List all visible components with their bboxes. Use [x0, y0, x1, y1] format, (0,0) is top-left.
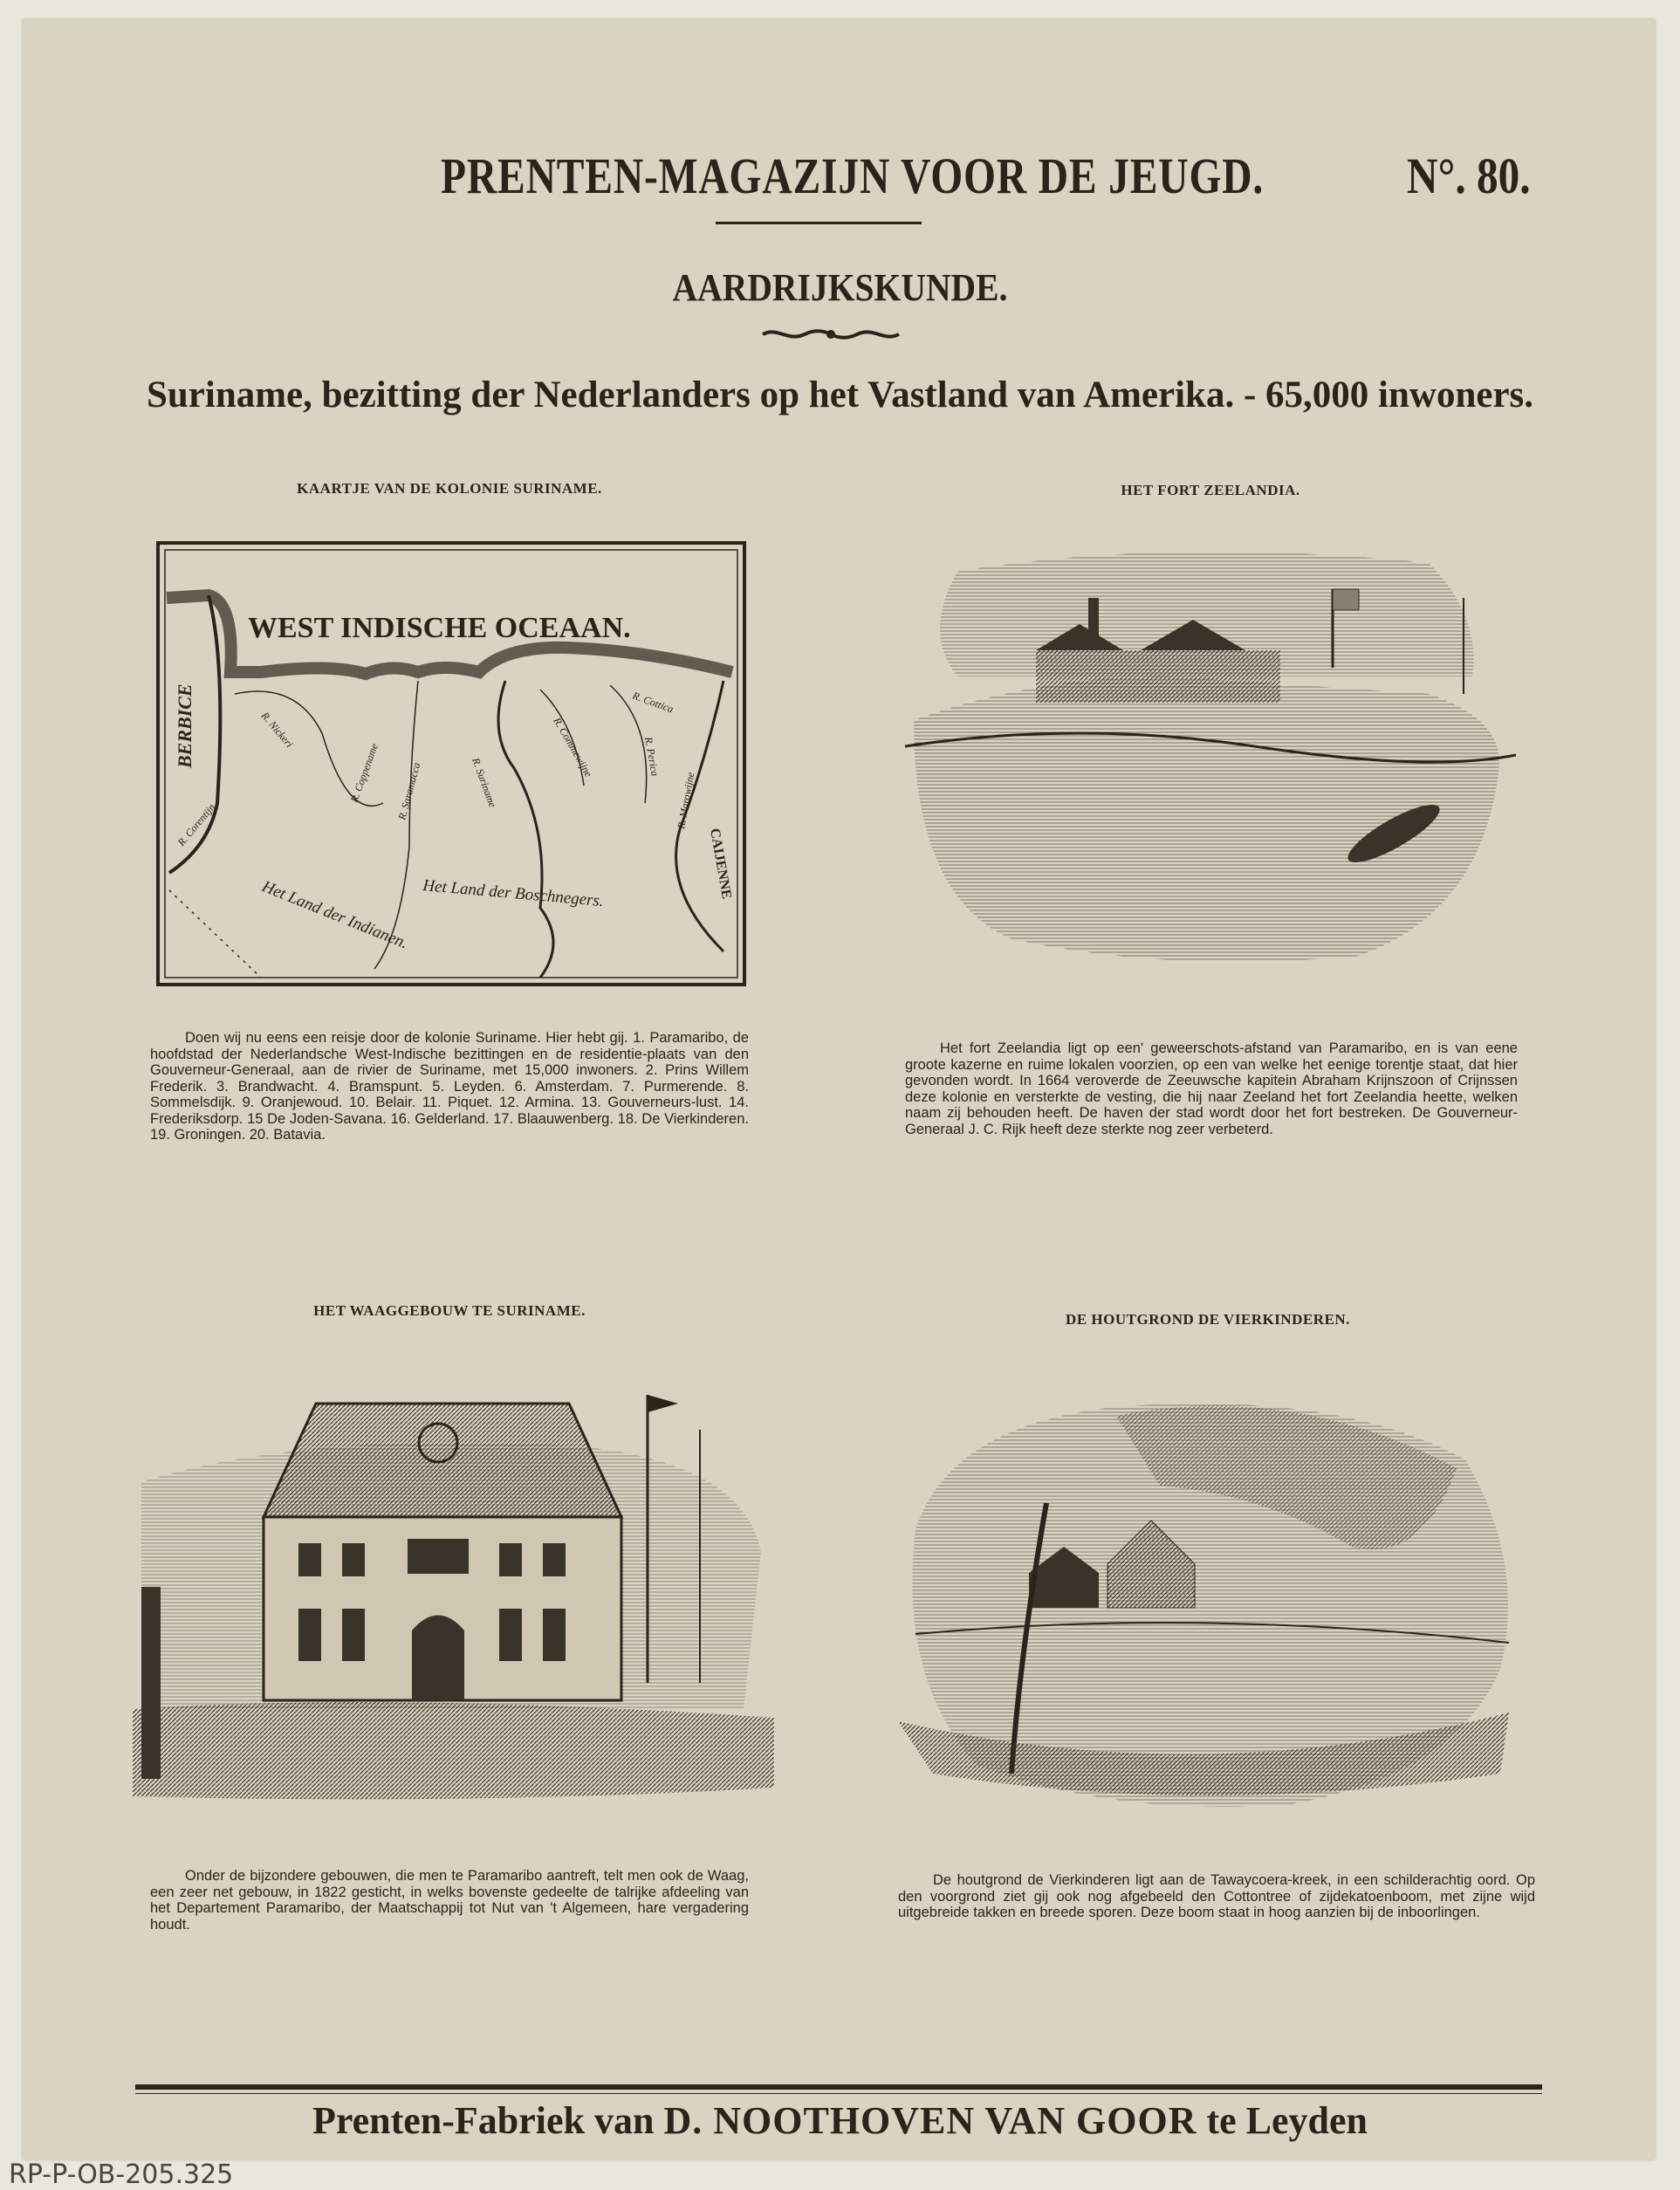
map-label-river-marowijne: R. Marowijne: [675, 771, 697, 830]
map-label-river-suriname: R. Suriname: [470, 756, 499, 809]
map-label-cayenne: CAIJENNE: [707, 827, 735, 901]
map-caption: KAARTJE VAN DE KOLONIE SURINAME.: [297, 480, 602, 497]
suriname-map: [156, 541, 746, 986]
waag-caption: HET WAAGGEBOUW TE SURINAME.: [313, 1302, 586, 1319]
fort-description: Het fort Zeelandia ligt op een' geweerschots-afstand van Paramaribo, en is van eene groote kazerne en ruime lokalen voorzien, op een van welke het eenige torentje staat, dat hier gevonden wordt. In 1664 veroverde de Zeeuwsche kapitein Abraham Krijnszoon of Crijnssen deze kolonie en versterkte de vesting, die hij naar Zeeland het fort Zeelandia heette, welken naam zij behouden heeft. De haven der stad wordt door het fort bestreken. De Gouverneur-Generaal J. C. Rijk heeft deze sterkte nog zeer verbeterd.: [905, 1040, 1518, 1137]
imprint-publisher: D. NOOTHOVEN VAN GOOR: [663, 2099, 1197, 2142]
waaggebouw-engraving: [133, 1377, 774, 1805]
map-label-river-commewijne: R. Commewijne: [551, 715, 595, 779]
section-heading: AARDRIJKSKUNDE.: [672, 266, 1008, 309]
vierkinderen-engraving: [898, 1390, 1518, 1813]
map-label-river-corentijn: R. Corentijn: [175, 800, 218, 848]
map-label-river-perica: R. Perica: [642, 736, 662, 778]
inventory-number: RP-P-OB-205.325: [9, 2159, 234, 2190]
map-label-river-cottica: R. Cottica: [630, 689, 675, 716]
page-subtitle: Suriname, bezitting der Nederlanders op het Vastland van Amerika. - 65,000 inwoners.: [146, 374, 1534, 415]
publisher-imprint: [0, 2098, 1680, 2143]
fort-caption: HET FORT ZEELANDIA.: [1121, 482, 1300, 498]
ornament-divider: [761, 325, 901, 344]
vierkinderen-caption: DE HOUTGROND DE VIERKINDEREN.: [1066, 1311, 1350, 1328]
map-label-river-nickeri: R. Nickeri: [258, 709, 296, 751]
map-label-berbice: BERBICE: [174, 683, 195, 768]
footer-rule: [135, 2084, 1542, 2090]
imprint-prefix: Prenten-Fabriek van: [312, 2099, 655, 2142]
page-title: PRENTEN-MAGAZIJN VOOR DE JEUGD.: [441, 148, 1265, 204]
map-label-indianen: Het Land der Indianen.: [259, 877, 411, 953]
map-description: Doen wij nu eens een reisje door de kolonie Suriname. Hier hebt gij. 1. Paramaribo, de hoofdstad der Nederlandsche West-Indische bezittingen en de residentie-plaats van den Gouverneur-Generaal, aan de rivier de Suriname, met 15,000 inwoners. 2. Prins Willem Frederik. 3. Brandwacht. 4. Bramspunt. 5. Leyden. 6. Amsterdam. 7. Purmerende. 8. Sommelsdijk. 9. Oranjewoud. 10. Belair. 11. Piquet. 12. Armina. 13. Gouverneurs-lust. 14. Frederiksdorp. 15 De Joden-Savana. 16. Gelderland. 17. Blaauwenberg. 18. De Vierkinderen. 19. Groningen. 20. Batavia.: [150, 1030, 749, 1143]
waag-description: Onder de bijzondere gebouwen, die men te Paramaribo aantreft, telt men ook de Waag, een zeer net gebouw, in 1822 gesticht, in welks bovenste gedeelte de talrijke afdeeling van het Departement Paramaribo, der Maatschappij tot Nut van 't Algemeen, hare vergadering houdt.: [150, 1868, 749, 1933]
fort-zeelandia-engraving: [905, 546, 1518, 963]
vierkinderen-description: De houtgrond de Vierkinderen ligt aan de Tawaycoera-kreek, in een schilderachtig oord. Op den voorgrond ziet gij ook nog afgebeeld den Cottontree of zijdekatoenboom, met zijne wijd uitgebreide takken en breede sporen. Deze boom staat in hoog aanzien bij de inboorlingen.: [898, 1872, 1535, 1920]
map-label-ocean: WEST INDISCHE OCEAAN.: [248, 612, 631, 644]
issue-number: N°. 80.: [1407, 148, 1531, 204]
title-divider: [716, 222, 922, 224]
map-label-boschnegers: Het Land der Boschnegers.: [422, 876, 605, 911]
imprint-suffix: te Leyden: [1206, 2099, 1368, 2142]
map-label-river-saramacca: R. Saramacca: [395, 761, 423, 821]
map-label-river-coppename: R. Coppename: [347, 741, 381, 805]
footer-rule-thin: [135, 2093, 1542, 2094]
